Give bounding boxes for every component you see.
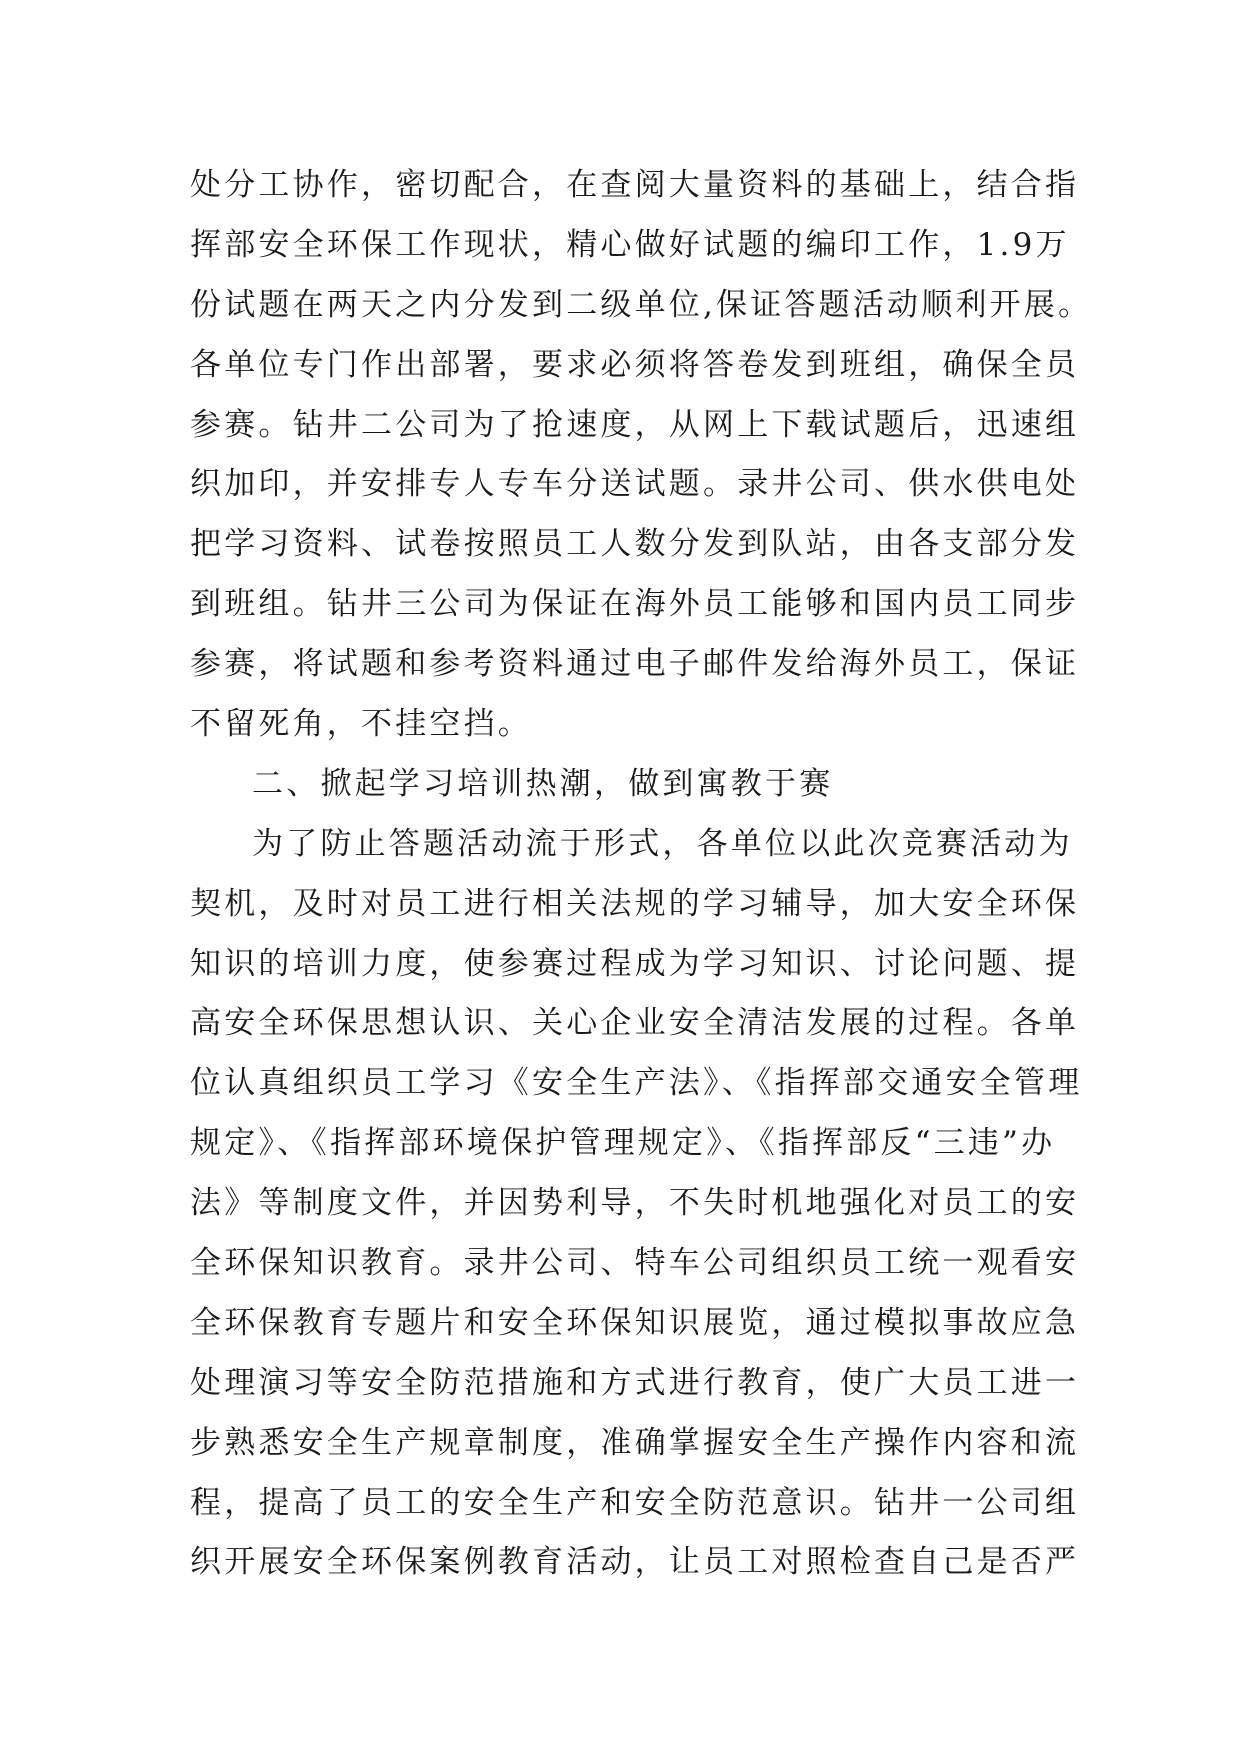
text-line: 不留死角，不挂空挡。 [190,706,532,743]
text-line: 规定》、《指挥部环境保护管理规定》、《指挥部反“三违”办 [190,1125,1056,1162]
text-line: 织开展安全环保案例教育活动，让员工对照检查自己是否严 [190,1544,1080,1581]
text-line: 程，提高了员工的安全生产和安全防范意识。钻井一公司组 [190,1484,1080,1521]
text-line: 高安全环保思想认识、关心企业安全清洁发展的过程。各单 [190,1005,1080,1042]
text-line: 挥部安全环保工作现状，精心做好试题的编印工作，1.9万 [190,226,1070,263]
text-line: 法》等制度文件，并因势利导，不失时机地强化对员工的安 [190,1185,1080,1222]
text-line: 处分工协作，密切配合，在查阅大量资料的基础上，结合指 [190,167,1080,203]
text-line: 知识的培训力度，使参赛过程成为学习知识、讨论问题、提 [190,945,1080,982]
text-line: 把学习资料、试卷按照员工人数分发到队站，由各支部分发 [190,526,1080,563]
text-line: 织加印，并安排专人专车分送试题。录井公司、供水供电处 [190,466,1080,503]
text-line: 参赛，将试题和参考资料通过电子邮件发给海外员工，保证 [190,646,1080,683]
text-line: 位认真组织员工学习《安全生产法》、《指挥部交通安全管理 [190,1065,1083,1102]
text-line: 步熟悉安全生产规章制度，准确掌握安全生产操作内容和流 [190,1424,1080,1461]
text-line: 全环保教育专题片和安全环保知识展览，通过模拟事故应急 [190,1304,1080,1341]
text-line: 到班组。钻井三公司为保证在海外员工能够和国内员工同步 [190,586,1080,623]
text-line: 份试题在两天之内分发到二级单位,保证答题活动顺利开展。 [190,286,1093,323]
paragraph-first-line: 为了防止答题活动流于形式，各单位以此次竞赛活动为 [252,825,1073,862]
text-line: 各单位专门作出部署，要求必须将答卷发到班组，确保全员 [190,346,1080,383]
section-heading: 二、掀起学习培训热潮，做到寓教于赛 [252,765,834,802]
text-line: 契机，及时对员工进行相关法规的学习辅导，加大安全环保 [190,885,1080,922]
text-line: 全环保知识教育。录井公司、特车公司组织员工统一观看安 [190,1245,1080,1282]
text-line: 处理演习等安全防范措施和方式进行教育，使广大员工进一 [190,1364,1080,1401]
text-line: 参赛。钻井二公司为了抢速度，从网上下载试题后，迅速组 [190,406,1080,443]
body-text [190,156,1093,1593]
